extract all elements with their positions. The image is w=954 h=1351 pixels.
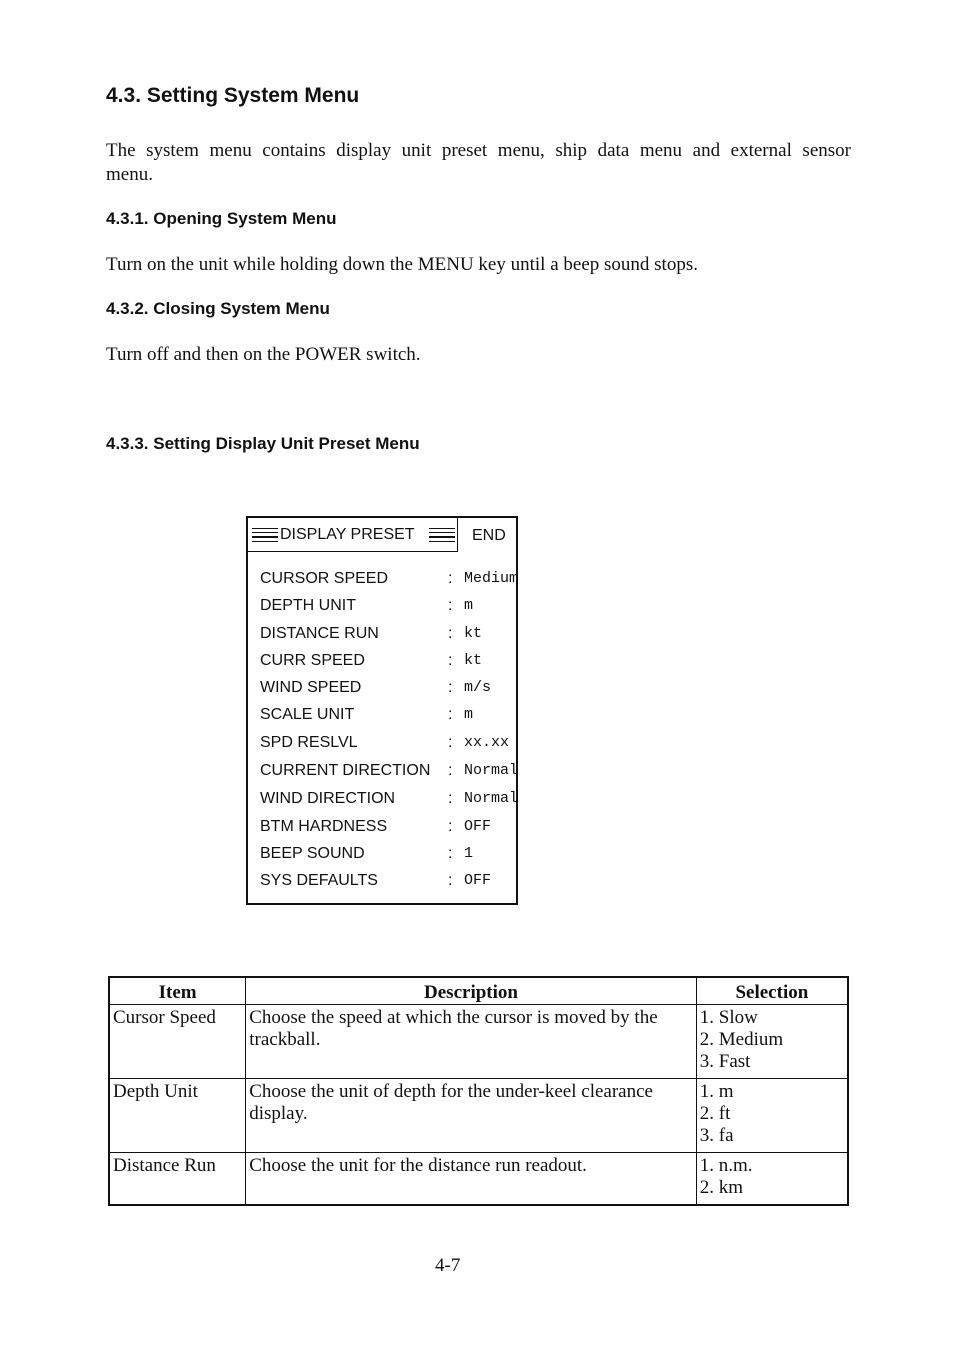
menu-end-label: END [472, 527, 506, 544]
menu-row [260, 845, 518, 872]
menu-row-value: kt [464, 652, 483, 669]
selection-option: 3. fa [699, 1125, 734, 1146]
menu-row-separator: : [448, 652, 453, 669]
menu-row-value: m [464, 706, 474, 723]
column-header-description: Description [246, 977, 697, 1005]
menu-row-value: xx.xx [464, 734, 510, 751]
menu-row-separator: : [448, 597, 453, 614]
selection-option: 1. m [699, 1081, 734, 1102]
menu-title-cell [248, 518, 458, 552]
menu-title: DISPLAY PRESET [280, 526, 415, 543]
menu-row-separator: : [448, 845, 453, 862]
column-header-selection: Selection [696, 977, 848, 1005]
menu-row-separator: : [448, 872, 453, 889]
menu-row-value: Normal [464, 790, 519, 807]
closing-text: Turn off and then on the POWER switch. [106, 344, 421, 365]
menu-row-separator: : [448, 625, 453, 642]
selection-option: 2. Medium [699, 1029, 784, 1050]
menu-row-separator: : [448, 818, 453, 835]
table-cell-item: Depth Unit [109, 1079, 246, 1153]
selection-option: 2. ft [699, 1103, 731, 1124]
table-cell-item: Distance Run [109, 1153, 246, 1205]
opening-text: Turn on the unit while holding down the MENU key until a beep sound stops. [106, 254, 698, 275]
menu-row-label: WIND DIRECTION [260, 790, 396, 807]
menu-row-label: CURR SPEED [260, 652, 365, 669]
menu-row-value: Medium [464, 570, 519, 587]
opening-title: 4.3.1. Opening System Menu [106, 209, 337, 228]
closing-title: 4.3.2. Closing System Menu [106, 299, 330, 318]
menu-row [260, 597, 518, 624]
display-preset-menu [246, 516, 518, 905]
table-row [109, 1153, 848, 1205]
table-row [109, 1079, 848, 1153]
table-cell-description: Choose the unit of depth for the under-keel clearance display. [246, 1079, 697, 1153]
menu-description-table [108, 976, 849, 1206]
menu-row-label: SPD RESLVL [260, 734, 358, 751]
menu-row [260, 762, 518, 789]
menu-row [260, 790, 518, 817]
menu-lines-icon [429, 528, 455, 544]
table-header-row [109, 977, 848, 1005]
table-cell-description: Choose the unit for the distance run readout. [246, 1153, 697, 1205]
menu-row-label: BTM HARDNESS [260, 818, 388, 835]
table-cell-item: Cursor Speed [109, 1005, 246, 1079]
intro-paragraph-cont: menu. [106, 164, 153, 185]
menu-lines-icon [252, 528, 278, 544]
menu-row-label: WIND SPEED [260, 679, 362, 696]
menu-row [260, 570, 518, 597]
menu-row-separator: : [448, 706, 453, 723]
menu-row [260, 679, 518, 706]
menu-row-value: Normal [464, 762, 519, 779]
menu-row-value: kt [464, 625, 483, 642]
table-row [109, 1005, 848, 1079]
table-cell-selection [696, 1079, 848, 1153]
menu-row-label: SCALE UNIT [260, 706, 355, 723]
menu-row [260, 818, 518, 845]
selection-option: 1. Slow [699, 1007, 758, 1028]
section-title: 4.3. Setting System Menu [106, 84, 360, 107]
table-cell-description: Choose the speed at which the cursor is moved by the trackball. [246, 1005, 697, 1079]
menu-row [260, 872, 518, 899]
page-number: 4-7 [435, 1255, 461, 1276]
menu-row-value: OFF [464, 872, 492, 889]
menu-row [260, 706, 518, 733]
menu-row [260, 652, 518, 679]
column-header-item: Item [109, 977, 246, 1005]
table-cell-selection [696, 1153, 848, 1205]
selection-option: 3. Fast [699, 1051, 751, 1072]
selection-option: 1. n.m. [699, 1155, 753, 1176]
menu-row-separator: : [448, 734, 453, 751]
preset-title: 4.3.3. Setting Display Unit Preset Menu [106, 434, 420, 453]
menu-header [248, 518, 516, 554]
menu-row-label: BEEP SOUND [260, 845, 365, 862]
table-cell-selection [696, 1005, 848, 1079]
menu-row-value: 1 [464, 845, 474, 862]
menu-row [260, 625, 518, 652]
selection-option: 2. km [699, 1177, 744, 1198]
menu-row-label: CURRENT DIRECTION [260, 762, 431, 779]
menu-row-value: m/s [464, 679, 492, 696]
menu-row-label: DISTANCE RUN [260, 625, 379, 642]
menu-row [260, 734, 518, 761]
menu-row-label: SYS DEFAULTS [260, 872, 378, 889]
menu-row-separator: : [448, 570, 453, 587]
intro-paragraph: The system menu contains display unit preset menu, ship data menu and external sensor [106, 140, 851, 161]
menu-row-separator: : [448, 679, 453, 696]
menu-row-value: m [464, 597, 474, 614]
menu-row-label: CURSOR SPEED [260, 570, 389, 587]
menu-row-separator: : [448, 790, 453, 807]
menu-row-separator: : [448, 762, 453, 779]
menu-row-value: OFF [464, 818, 492, 835]
menu-row-label: DEPTH UNIT [260, 597, 356, 614]
